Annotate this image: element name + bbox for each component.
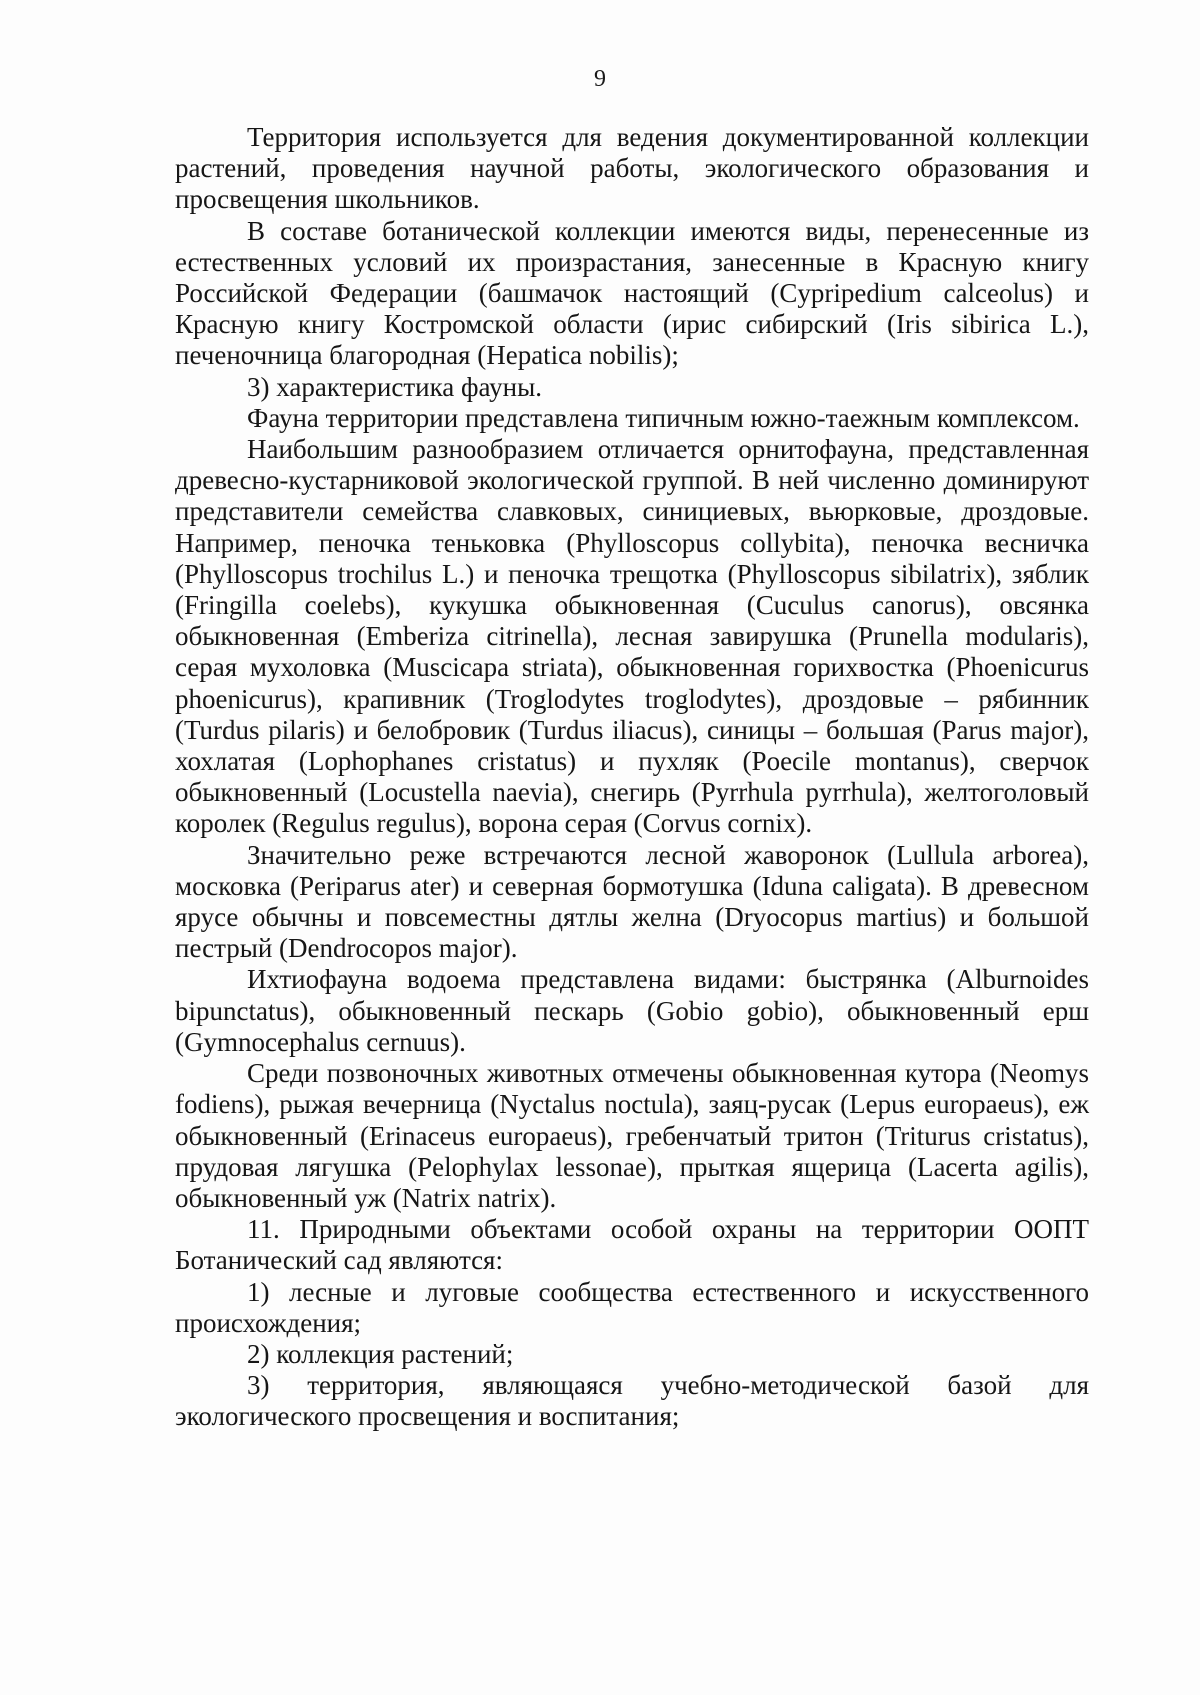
paragraph-botanical-collection: В составе ботанической коллекции имеются виды, перенесенные из естественных условий их произрастания, занесенные в Красную книгу Российской Федерации (башмачок настоящий (Cypripedium calceolus) и Красную книгу Костромской области (ирис сибирский (Iris sibirica L.), печеночница благородная (Hepatica nobilis); — [175, 215, 1089, 371]
paragraph-ornithofauna: Наибольшим разнообразием отличается орнитофауна, представленная древесно-кустарниковой экологической группой. В ней численно доминируют представители семейства славковых, синициевых, вьюрковые, дроздовые. Например, пеночка теньковка (Phylloscopus collybita), пеночка весничка (Phylloscopus trochilus L.) и пеночка трещотка (Phylloscopus sibilatrix), зяблик (Fringilla coelebs), кукушка обыкновенная (Cuculus canorus), овсянка обыкновенная (Emberiza citrinella), лесная завирушка (Prunella modularis), серая мухоловка (Muscicapa striata), обыкновенная горихвостка (Phoenicurus phoenicurus), крапивник (Troglodytes troglodytes), дроздовые – рябинник (Turdus pilaris) и белобровик (Turdus iliacus), синицы – большая (Parus major), хохлатая (Lophophanes cristatus) и пухляк (Poecile montanus), сверчок обыкновенный (Locustella naevia), снегирь (Pyrrhula pyrrhula), желтоголовый королек (Regulus regulus), ворона серая (Corvus cornix). — [175, 434, 1089, 839]
paragraph-list-item-3: 3) территория, являющаяся учебно-методической базой для экологического просвещения и воспитания; — [175, 1370, 1089, 1432]
paragraph-protected-objects: 11. Природными объектами особой охраны на территории ООПТ Ботанический сад являются: — [175, 1214, 1089, 1276]
paragraph-rare-birds: Значительно реже встречаются лесной жаворонок (Lullula arborea), московка (Periparus ater) и северная бормотушка (Iduna caligata). В древесном ярусе обычны и повсеместны дятлы желна (Dryocopus martius) и большой пестрый (Dendrocopos major). — [175, 839, 1089, 964]
page-number: 9 — [594, 66, 606, 92]
paragraph-ichthyofauna: Ихтиофауна водоема представлена видами: быстрянка (Alburnoides bipunctatus), обыкновенный пескарь (Gobio gobio), обыкновенный ерш (Gymnocephalus cernuus). — [175, 964, 1089, 1057]
paragraph-list-item-2: 2) коллекция растений; — [247, 1338, 514, 1369]
paragraph-vertebrates: Среди позвоночных животных отмечены обыкновенная кутора (Neomys fodiens), рыжая вечерница (Nyctalus noctula), заяц-русак (Lepus europaeus), еж обыкновенный (Erinaceus europaeus), гребенчатый тритон (Triturus cristatus), прудовая лягушка (Pelophylax lessonae), прыткая ящерица (Lacerta agilis), обыкновенный уж (Natrix natrix). — [175, 1058, 1089, 1213]
paragraph-fauna-complex: Фауна территории представлена типичным южно-таежным комплексом. — [247, 402, 1080, 433]
document-body — [175, 122, 1089, 1433]
paragraph-territory-use: Территория используется для ведения документированной коллекции растений, проведения научной работы, экологического образования и просвещения школьников. — [175, 122, 1089, 215]
paragraph-fauna-heading: 3) характеристика фауны. — [247, 371, 542, 402]
paragraph-list-item-1: 1) лесные и луговые сообщества естественного и искусственного происхождения; — [175, 1276, 1089, 1338]
